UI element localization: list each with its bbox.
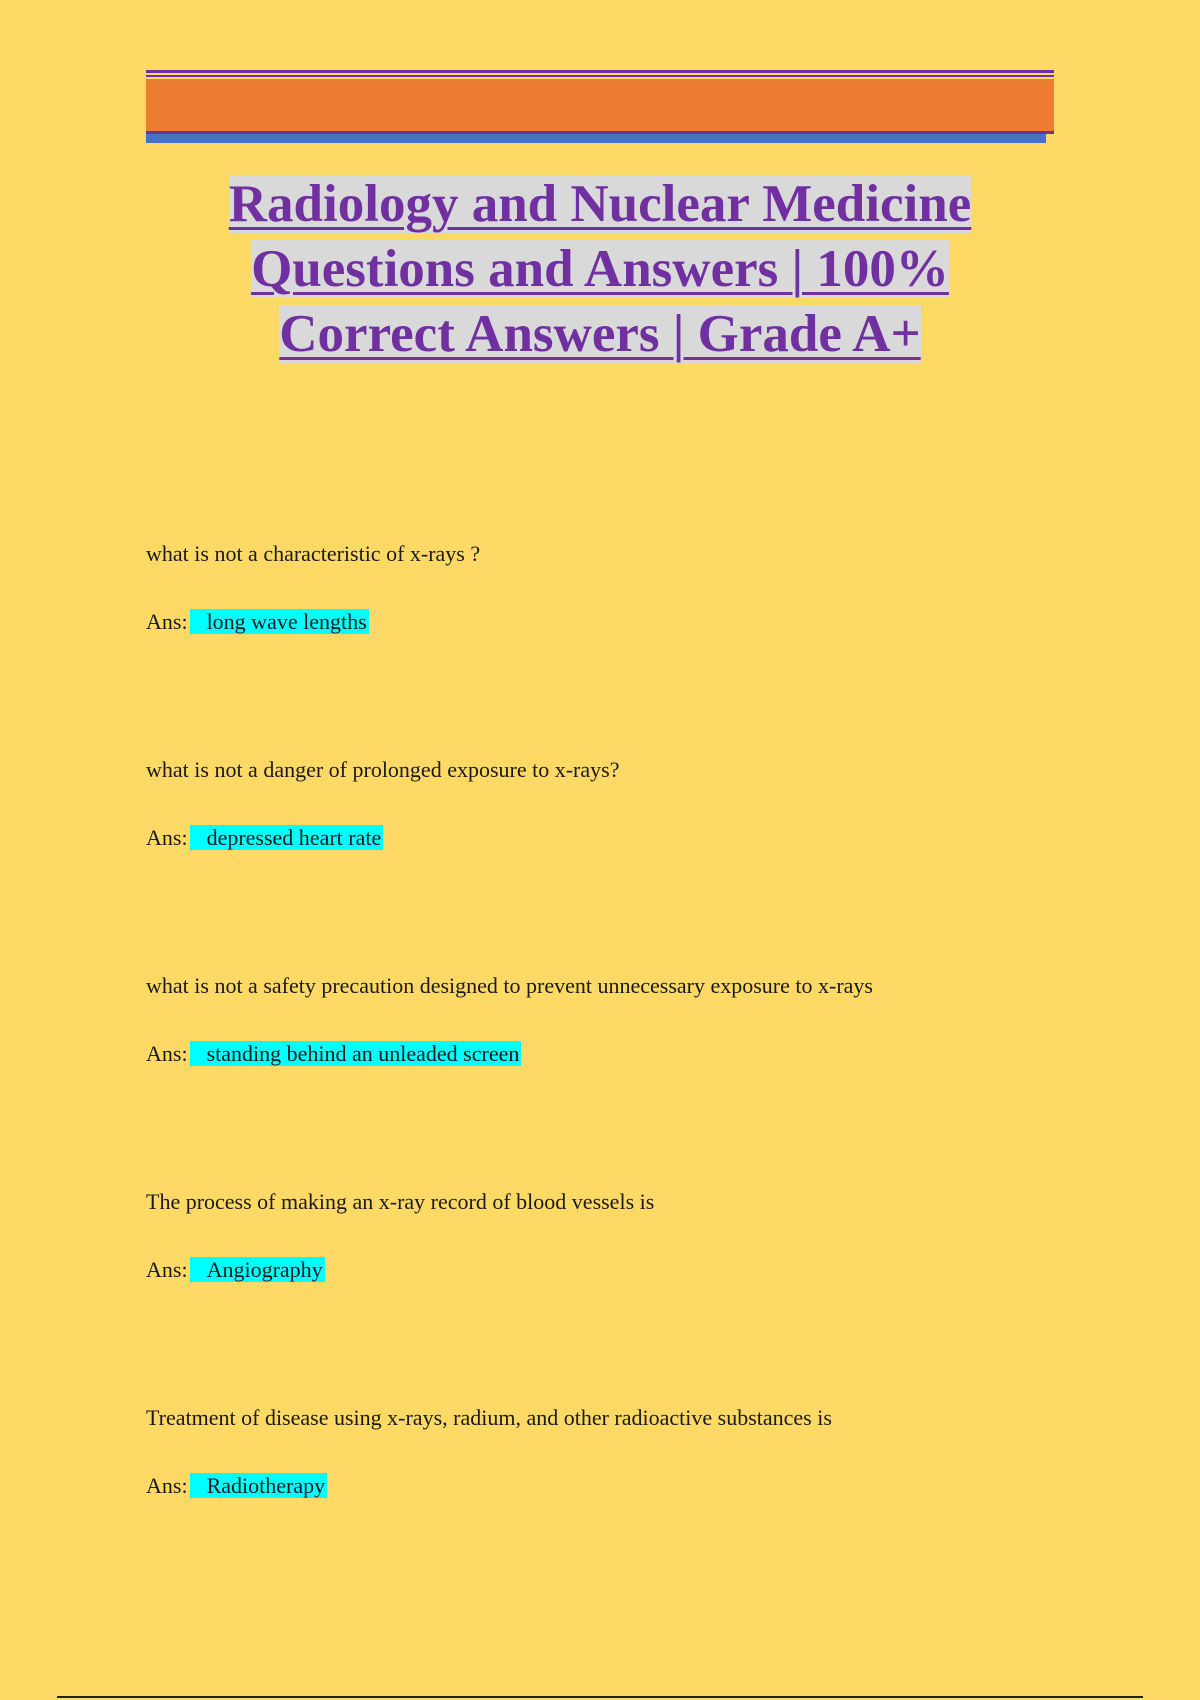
- title-line-3: Correct Answers | Grade A+: [279, 305, 921, 363]
- answer-3: standing behind an unleaded screen: [190, 1041, 522, 1066]
- banner-top-rule: [146, 70, 1054, 73]
- answer-2: depressed heart rate: [190, 825, 384, 850]
- question-4: The process of making an x-ray record of blood vessels is: [146, 1189, 655, 1214]
- qa-item-4: [146, 1188, 1126, 1284]
- footer-rule: [57, 1696, 1143, 1698]
- qa-item-3: [146, 972, 1126, 1068]
- banner-orange-band: [146, 79, 1054, 131]
- qa-item-5: [146, 1404, 1126, 1500]
- answer-label: Ans:: [146, 1257, 188, 1282]
- banner-blue-band: [146, 134, 1046, 143]
- answer-row-3: [146, 1040, 1126, 1068]
- answer-1: long wave lengths: [190, 609, 369, 634]
- answer-label: Ans:: [146, 1473, 188, 1498]
- banner-top-rule-thin: [146, 75, 1054, 77]
- answer-row-4: [146, 1256, 1126, 1284]
- answer-5: Radiotherapy: [190, 1473, 328, 1498]
- header-banner: [146, 70, 1054, 146]
- title-line-2: Questions and Answers | 100%: [251, 240, 949, 298]
- question-3: what is not a safety precaution designed to prevent unnecessary exposure to x-rays: [146, 973, 873, 998]
- answer-label: Ans:: [146, 609, 188, 634]
- answer-row-1: [146, 608, 1126, 636]
- document-title: [146, 172, 1054, 367]
- question-2: what is not a danger of prolonged exposure to x-rays?: [146, 757, 620, 782]
- question-1: what is not a characteristic of x-rays ?: [146, 541, 481, 566]
- question-5: Treatment of disease using x-rays, radium, and other radioactive substances is: [146, 1405, 832, 1430]
- answer-row-5: [146, 1472, 1126, 1500]
- answer-label: Ans:: [146, 1041, 188, 1066]
- qa-item-2: [146, 756, 1126, 852]
- title-line-1: Radiology and Nuclear Medicine: [228, 175, 972, 233]
- answer-row-2: [146, 824, 1126, 852]
- answer-label: Ans:: [146, 825, 188, 850]
- answer-4: Angiography: [190, 1257, 325, 1282]
- qa-item-1: [146, 540, 1126, 636]
